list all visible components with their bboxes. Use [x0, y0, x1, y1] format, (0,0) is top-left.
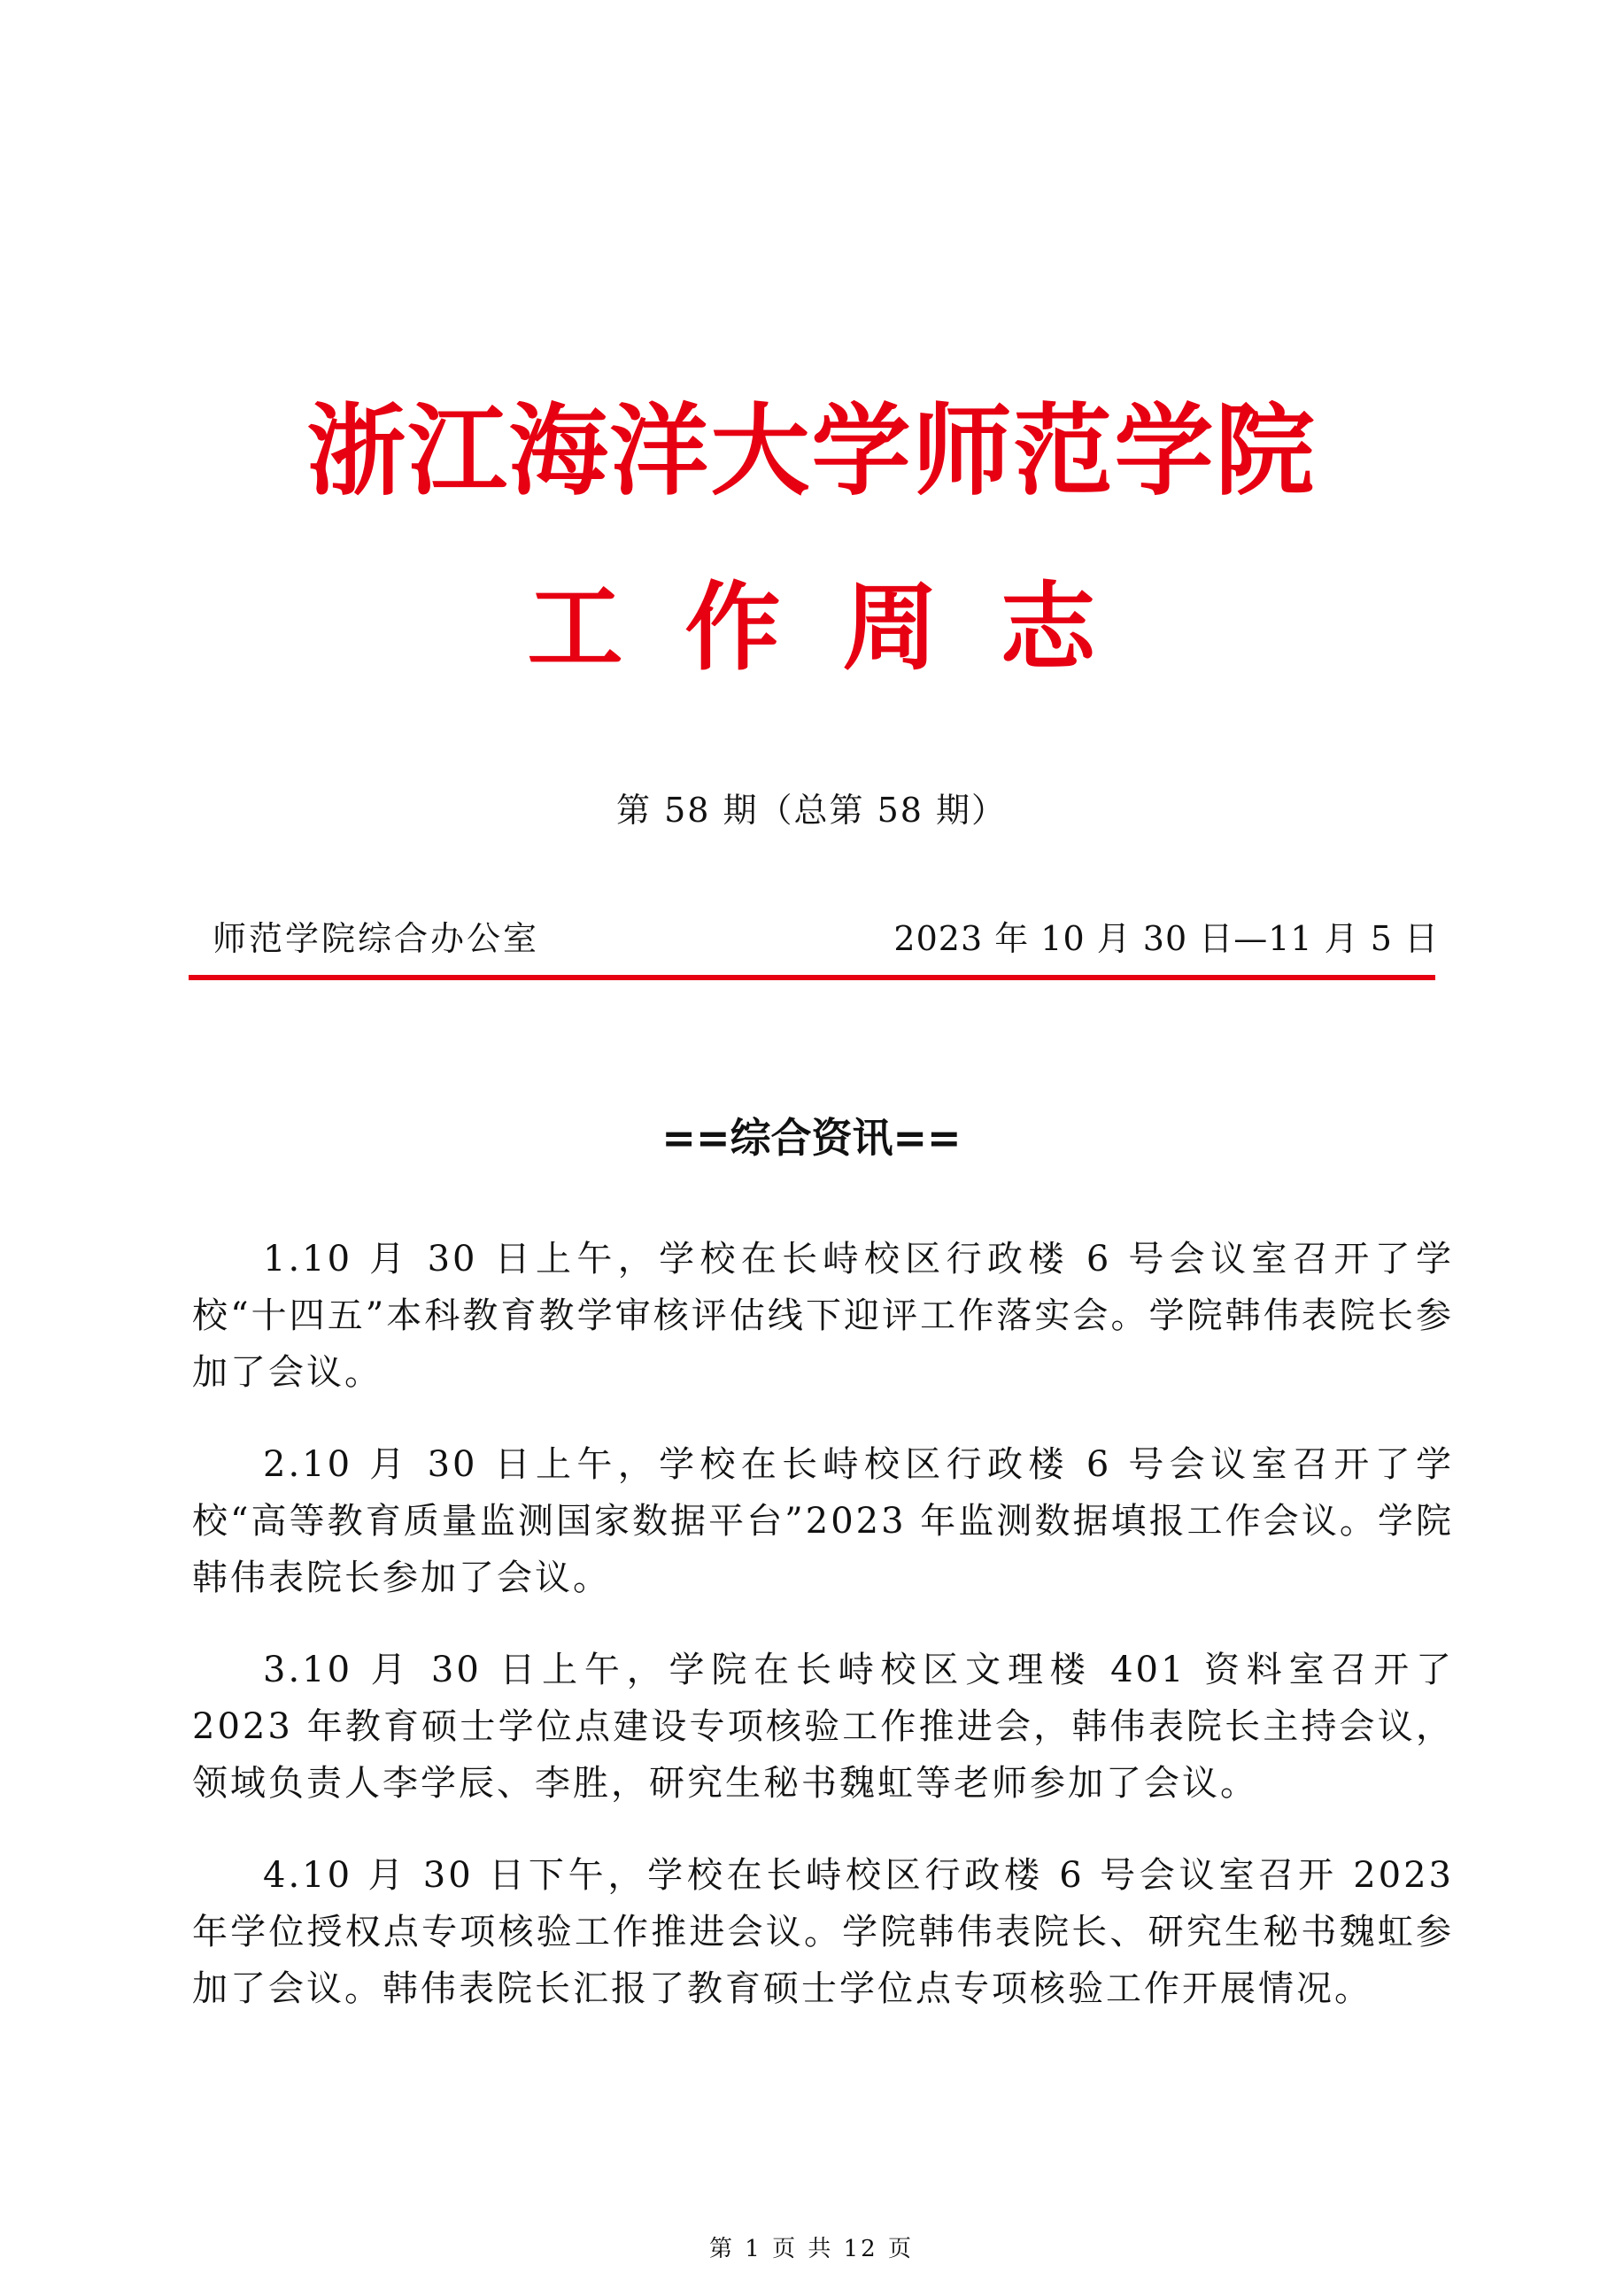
news-item-3: 3.10 月 30 日上午，学院在长峙校区文理楼 401 资料室召开了 2023 年教育硕士学位点建设专项核验工作推进会，韩伟表院长主持会议，领域负责人李学辰、李胜，研究生秘书魏虹等老师参加了会议。 [192, 1650, 1454, 1804]
issue-number: 第 58 期（总第 58 期） [615, 791, 1008, 830]
masthead-meta [213, 912, 1439, 965]
office-name: 师范学院综合办公室 [213, 919, 540, 958]
publication-title: 工作周志 [527, 573, 1158, 684]
news-item-1: 1.10 月 30 日上午，学校在长峙校区行政楼 6 号会议室召开了学校“十四五”本科教育教学审核评估线下迎评工作落实会。学院韩伟表院长参加了会议。 [192, 1239, 1454, 1393]
masthead-divider [189, 975, 1435, 980]
section-heading: ==综合资讯== [661, 1114, 962, 1162]
news-list [192, 1231, 1454, 2052]
news-item-4: 4.10 月 30 日下午，学校在长峙校区行政楼 6 号会议室召开 2023 年学位授权点专项核验工作推进会议。学院韩伟表院长、研究生秘书魏虹参加了会议。韩伟表院长汇报了教育硕士学位点专项核验工作开展情况。 [192, 1855, 1454, 2009]
date-range: 2023 年 10 月 30 日—11 月 5 日 [893, 919, 1439, 958]
org-title: 浙江海洋大学师范学院 [306, 393, 1317, 509]
page-footer: 第 1 页 共 12 页 [709, 2236, 914, 2262]
news-item-2: 2.10 月 30 日上午，学校在长峙校区行政楼 6 号会议室召开了学校“高等教育质量监测国家数据平台”2023 年监测数据填报工作会议。学院韩伟表院长参加了会议。 [192, 1444, 1454, 1598]
